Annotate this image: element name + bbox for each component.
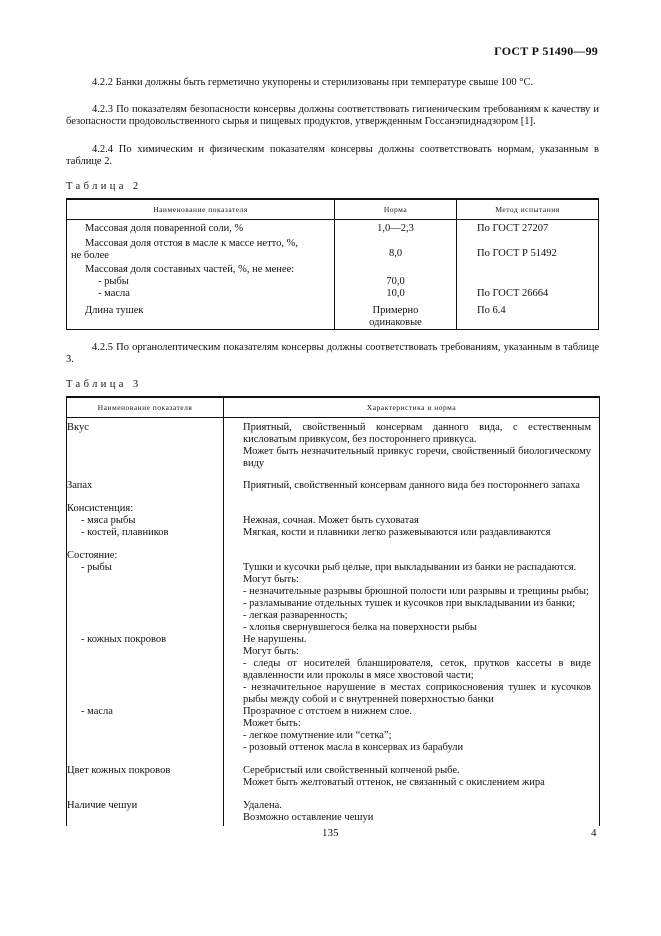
table2-cell: По ГОСТ 27207: [457, 220, 599, 239]
table2-cell: Массовая доля составных частей, %, не менее: - рыбы - масла: [67, 264, 335, 301]
table3-cell: - масла: [67, 706, 224, 765]
table2-row-length: [67, 301, 599, 330]
table2-cell: Массовая доля отстоя в масле к массе нетто, %, не более: [67, 238, 335, 264]
table3-cell: Приятный, свойственный консервам данного вида, с естественным кисловатым привкусом, без постороннего привкуса. Может быть незначительный привкус горечи, свойственный биологическому виду: [224, 418, 600, 481]
table3-row-taste: [67, 418, 600, 481]
table2-cell: 8,0: [335, 238, 457, 264]
table3-cell: - кожных покровов: [67, 634, 224, 706]
paragraph-4-2-2: 4.2.2 Банки должны быть герметично укупорены и стерилизованы при температуре свыше 100 °С.: [92, 77, 534, 88]
table3-cell: Запах: [67, 480, 224, 503]
table2-cell: Массовая доля поваренной соли, %: [67, 220, 335, 239]
table3-cell: Консистенция: - мяса рыбы - костей, плавников: [67, 503, 224, 550]
table2-row-parts: [67, 264, 599, 301]
table-3: [66, 396, 600, 826]
table3-cell: Вкус: [67, 418, 224, 481]
table3-cell: Не нарушены. Могут быть: - следы от носителей бланширователя, сеток, прутков кассеты в виде вдавленности или проколы в мясе хвостовой части; - незначительное нарушение в местах соприкосновения тушек и кусочков рыбы между собой и с внутренней поверхностью банки: [224, 634, 600, 706]
table3-cell: Прозрачное с отстоем в нижнем слое. Может быть: - легкое помутнение или “сетка”; - розовый оттенок масла в консервах из барабули: [224, 706, 600, 765]
table2-cell: Длина тушек: [67, 301, 335, 330]
table2-cell: По 6.4: [457, 301, 599, 330]
table3-cell: Удалена. Возможно оставление чешуи: [224, 800, 600, 826]
table3-cell: Тушки и кусочки рыб целые, при выкладывании из банки не распадаются. Могут быть: - незначительные разрывы брюшной полости или разрывы и трещины рыбы; - разламывание отдельных тушек и кусочков при выкладывании из банки; - легкая разваренность; - хлопья свернувшегося белка на поверхности рыбы: [224, 550, 600, 634]
table3-row-state-oil: [67, 706, 600, 765]
table2-cell: По ГОСТ Р 51492: [457, 238, 599, 264]
table3-cell: Наличие чешуи: [67, 800, 224, 826]
table3-cell: Цвет кожных покровов: [67, 765, 224, 800]
table3-cell: Нежная, сочная. Может быть суховатая Мягкая, кости и плавники легко разжевываются или раздавливаются: [224, 503, 600, 550]
table2-cell: 1,0—2,3: [335, 220, 457, 239]
table3-row-state-skin: [67, 634, 600, 706]
table2-row-salt: [67, 220, 599, 239]
table2-header-method: Метод испытания: [457, 199, 599, 220]
page-number-center: 135: [322, 827, 339, 839]
table3-header-name: Наименование показателя: [67, 397, 224, 418]
paragraph-4-2-4: 4.2.4 По химическим и физическим показателям консервы должны соответствовать нормам, указанным в таблице 2.: [66, 144, 599, 167]
table3-header-characteristic: Характеристика и норма: [224, 397, 600, 418]
table3-cell: Серебристый или свойственный копченой рыбе. Может быть желтоватый оттенок, не связанный с окислением жира: [224, 765, 600, 800]
table2-row-sediment: [67, 238, 599, 264]
table2-cell: Примерно одинаковые: [335, 301, 457, 330]
table2-cell: 70,0 10,0: [335, 264, 457, 301]
table2-header-name: Наименование показателя: [67, 199, 335, 220]
table3-row-consistency: [67, 503, 600, 550]
table-2: [66, 198, 599, 330]
paragraph-4-2-3: 4.2.3 По показателям безопасности консервы должны соответствовать гигиеническим требованиям к качеству и безопасности продовольственного сырья и пищевых продуктов, утвержденным Госсанэпиднадзором [1].: [66, 104, 599, 127]
document-header: ГОСТ Р 51490—99: [494, 44, 598, 58]
table3-caption: Таблица 3: [66, 379, 142, 390]
table3-row-scales: [67, 800, 600, 826]
table3-cell: Состояние: - рыбы: [67, 550, 224, 634]
table3-cell: Приятный, свойственный консервам данного вида без постороннего запаха: [224, 480, 600, 503]
table3-row-smell: [67, 480, 600, 503]
table2-caption: Таблица 2: [66, 181, 142, 192]
table2-cell: По ГОСТ 26664: [457, 264, 599, 301]
page-number-right: 4: [591, 827, 597, 839]
table3-row-skin-color: [67, 765, 600, 800]
paragraph-4-2-5: 4.2.5 По органолептическим показателям консервы должны соответствовать требованиям, указанным в таблице 3.: [66, 342, 599, 365]
table3-row-state-fish: [67, 550, 600, 634]
table2-header-norm: Норма: [335, 199, 457, 220]
